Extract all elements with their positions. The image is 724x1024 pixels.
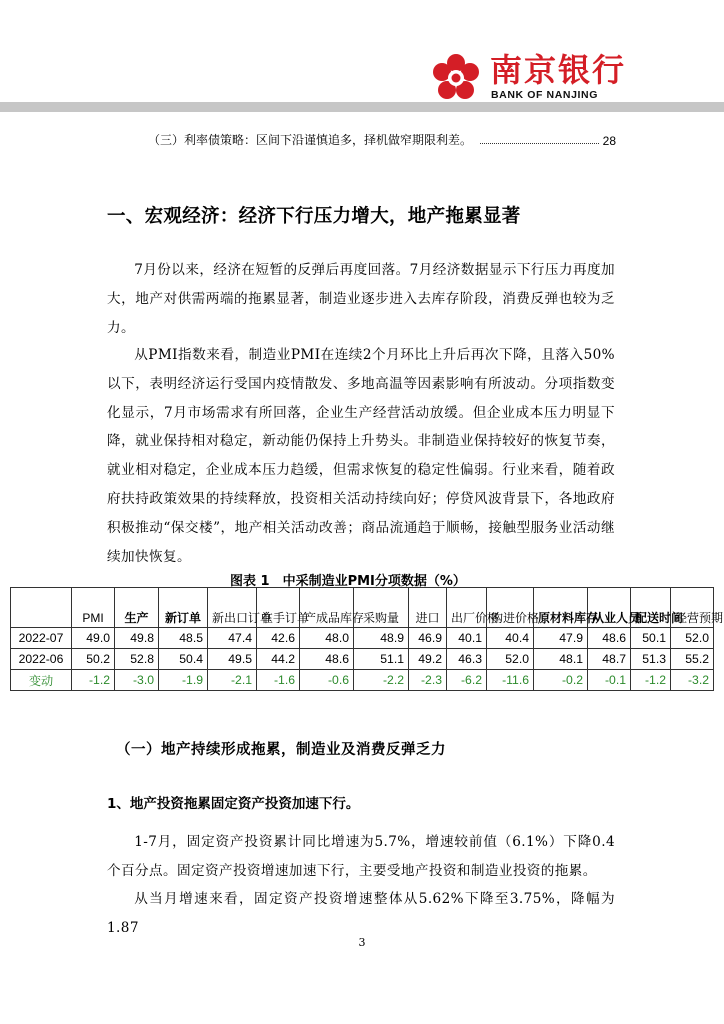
header-cell: 配送时间 [631, 588, 671, 628]
table-header-row [11, 588, 714, 628]
table-cell: 49.2 [409, 649, 447, 670]
table-cell: 48.9 [354, 628, 409, 649]
table-row [11, 628, 714, 649]
investment-paragraph: 1-7月，固定资产投资累计同比增速为5.7%，增速较前值（6.1%）下降0.4个百分点。固定资产投资增速加速下行，主要受地产投资和制造业投资的拖累。 [107, 834, 615, 879]
table-cell: 50.4 [159, 649, 208, 670]
page-header [0, 0, 724, 112]
table-cell: 52.8 [115, 649, 159, 670]
table-cell: 51.3 [631, 649, 671, 670]
table-cell: -6.2 [447, 670, 487, 691]
table-cell: 40.4 [487, 628, 534, 649]
header-divider-bar [0, 102, 724, 112]
table-cell: -0.1 [588, 670, 631, 691]
table-row-change [11, 670, 714, 691]
toc-entry[interactable] [148, 128, 616, 148]
header-cell: 经营预期 [671, 588, 714, 628]
table-cell: 50.1 [631, 628, 671, 649]
bank-logo-icon [430, 52, 482, 104]
table-cell: 50.2 [72, 649, 115, 670]
header-cell: PMI [72, 588, 115, 628]
table-cell: -2.1 [208, 670, 257, 691]
sub-subsection-title: 1、地产投资拖累固定资产投资加速下行。 [107, 796, 360, 812]
row-label: 变动 [11, 670, 72, 691]
table-cell: -0.2 [534, 670, 588, 691]
table-cell: -1.2 [631, 670, 671, 691]
table-cell: 48.7 [588, 649, 631, 670]
header-cell: 新出口订单 [208, 588, 257, 628]
table-cell: 48.1 [534, 649, 588, 670]
header-cell: 出厂价格 [447, 588, 487, 628]
table-cell: 49.5 [208, 649, 257, 670]
toc-leader-dots [480, 143, 599, 144]
section-title: 一、宏观经济：经济下行压力增大，地产拖累显著 [107, 206, 521, 227]
table-cell: 49.8 [115, 628, 159, 649]
table-cell: 52.0 [487, 649, 534, 670]
table-cell: 40.1 [447, 628, 487, 649]
table-cell: 52.0 [671, 628, 714, 649]
table-cell: 47.4 [208, 628, 257, 649]
table-cell: 48.0 [300, 628, 354, 649]
bank-name-en: BANK OF NANJING [491, 89, 599, 101]
header-cell: 从业人员 [588, 588, 631, 628]
table-cell: 51.1 [354, 649, 409, 670]
row-label: 2022-07 [11, 628, 72, 649]
pmi-table [10, 587, 724, 691]
table-cell: 49.0 [72, 628, 115, 649]
row-label: 2022-06 [11, 649, 72, 670]
table-cell: 55.2 [671, 649, 714, 670]
table-cell: 48.5 [159, 628, 208, 649]
subsection-title: （一）地产持续形成拖累，制造业及消费反弹乏力 [116, 741, 446, 758]
toc-entry-text: （三）利率债策略：区间下沿谨慎追多，择机做窄期限利差。 [148, 133, 473, 147]
header-cell: 原材料库存 [534, 588, 588, 628]
page-number: 3 [358, 936, 366, 949]
bank-name-cn: 南京银行 [490, 51, 627, 89]
table-cell: 44.2 [257, 649, 300, 670]
header-cell [11, 588, 72, 628]
header-cell: 在手订单 [257, 588, 300, 628]
header-cell: 生产 [115, 588, 159, 628]
table-cell: -2.2 [354, 670, 409, 691]
table-row [11, 649, 714, 670]
intro-paragraph: 7月份以来，经济在短暂的反弹后再度回落。7月经济数据显示下行压力再度加大，地产对供需两端的拖累显著，制造业逐步进入去库存阶段，消费反弹也较为乏力。 [107, 262, 615, 336]
table-cell: -1.2 [72, 670, 115, 691]
investment-paragraph-cont: 从当月增速来看，固定资产投资增速整体从5.62%下降至3.75%，降幅为1.87 [107, 891, 615, 936]
table-cell: -1.6 [257, 670, 300, 691]
table-cell: -1.9 [159, 670, 208, 691]
table-cell: 42.6 [257, 628, 300, 649]
toc-page-number: 28 [602, 134, 616, 148]
table-cell: -2.3 [409, 670, 447, 691]
header-cell: 进口 [409, 588, 447, 628]
table-cell: 48.6 [300, 649, 354, 670]
table-cell: -0.6 [300, 670, 354, 691]
header-cell: 产成品库存 [300, 588, 354, 628]
header-cell: 购进价格 [487, 588, 534, 628]
table-cell: 46.9 [409, 628, 447, 649]
header-cell: 采购量 [354, 588, 409, 628]
header-cell: 新订单 [159, 588, 208, 628]
table-cell: -11.6 [487, 670, 534, 691]
table-cell: 46.3 [447, 649, 487, 670]
table-caption: 图表 1 中采制造业PMI分项数据（%） [230, 574, 466, 589]
table-cell: 48.6 [588, 628, 631, 649]
pmi-paragraph: 从PMI指数来看，制造业PMI在连续2个月环比上升后再次下降，且落入50%以下，表明经济运行受国内疫情散发、多地高温等因素影响有所波动。分项指数变化显示，7月市场需求有所回落，企业生产经营活动放缓。但企业成本压力明显下降，就业保持相对稳定，新动能仍保持上升势头。非制造业保持较好的恢复节奏，就业相对稳定，企业成本压力趋缓，但需求恢复的稳定性偏弱。行业来看，随着政府扶持政策效果的持续释放，投资相关活动持续向好；停贷风波背景下，各地政府积极推动“保交楼”，地产相关活动改善；商品流通趋于顺畅，接触型服务业活动继续加快恢复。 [107, 347, 615, 565]
table-cell: -3.2 [671, 670, 714, 691]
table-cell: 47.9 [534, 628, 588, 649]
table-cell: -3.0 [115, 670, 159, 691]
